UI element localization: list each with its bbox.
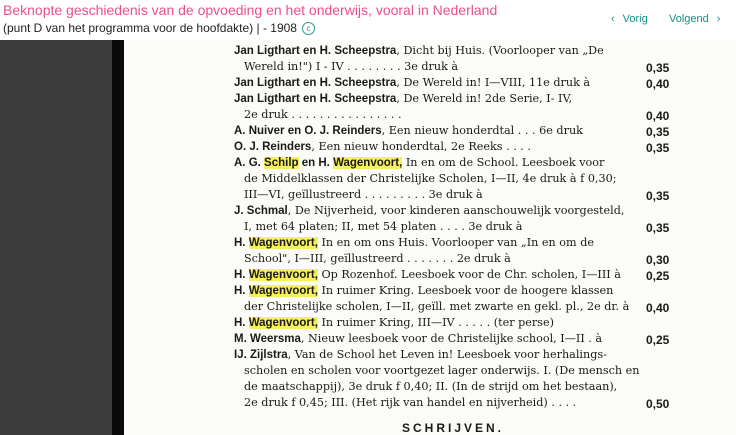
price-value: 0,35 <box>646 125 670 139</box>
scan-text-span: IJ. Zijlstra <box>234 349 288 361</box>
scan-text-line <box>244 172 617 185</box>
scan-text-span: H. Scheepstra <box>319 77 397 89</box>
search-highlight: Wagenvoort, <box>248 269 318 281</box>
search-highlight: Wagenvoort, <box>248 237 318 249</box>
scan-text-span: H. Scheepstra <box>319 93 397 105</box>
price-value: 0,40 <box>646 109 670 123</box>
scan-text-line <box>234 268 621 281</box>
price-value: 0,35 <box>646 221 670 235</box>
price-value: 0,50 <box>646 397 670 411</box>
scan-text-span: , De Wereld in! 2de Serie, I- IV, <box>396 92 573 105</box>
scan-text-span: A. G. <box>234 157 265 169</box>
search-highlight: Schilp <box>264 157 299 169</box>
scan-text-span: H. <box>234 237 249 249</box>
scan-text-span: Wereld in!") I - IV . . . . . . . . 3e druk à <box>244 60 459 73</box>
scan-text-span: , Nieuw leesboek voor de Christelijke school, I—II . à <box>300 332 603 345</box>
scan-text-span: Jan Ligthart <box>234 93 300 105</box>
scan-text-span: I, met 64 platen; II, met 54 platen . . . . 3e druk à <box>244 220 523 233</box>
price-value: 0,40 <box>646 77 670 91</box>
scan-text-span: In ruimer Kring, III—IV . . . . . (ter perse) <box>317 316 554 329</box>
scan-text-line <box>234 236 594 249</box>
scan-text-line <box>234 316 554 329</box>
scan-text-span: en H. <box>298 157 334 169</box>
scan-text-span: en <box>299 45 320 57</box>
price-value: 0,25 <box>646 333 670 347</box>
price-value: 0,30 <box>646 253 670 267</box>
scan-text-line <box>234 204 624 217</box>
scan-text-line <box>244 60 458 73</box>
scan-text-span: , Een nieuw honderdtal, 2e Reeks . . . . <box>311 140 531 153</box>
scan-text-span: , Een nieuw honderdtal . . . 6e druk <box>381 124 583 137</box>
scan-text-span: O. J. Reinders <box>234 141 312 153</box>
book-subtitle: (punt D van het programma voor de hoofdakte) | <box>3 21 260 35</box>
scanned-page <box>124 40 736 435</box>
scan-text-span: de Middelklassen der Christelijke Scholen, I—II, 4e druk à f 0,30; <box>244 172 617 185</box>
scan-text-line <box>234 76 590 89</box>
scan-text-line <box>244 188 483 201</box>
scan-text-line <box>234 92 572 105</box>
scan-text-span: Jan Ligthart <box>234 45 300 57</box>
scan-text-span: H. Scheepstra <box>319 45 397 57</box>
scan-text-span: III—VI, geïllustreerd . . . . . . . . . 3e druk à <box>244 188 483 201</box>
price-value: 0,25 <box>646 269 670 283</box>
search-highlight: Wagenvoort, <box>333 157 403 169</box>
scan-text-span: H. <box>234 285 249 297</box>
scan-text-span: School", I—III, geïllustreerd . . . . . . . 2e druk à <box>244 252 511 265</box>
scan-text-span: en <box>299 77 320 89</box>
page-footer-heading: SCHRIJVEN. <box>402 421 505 435</box>
scan-text-span: , Van de School het Leven in! Leesboek voor herhalings- <box>287 348 607 361</box>
chevron-left-icon: ‹ <box>611 13 615 25</box>
scan-text-line <box>234 44 604 57</box>
scan-viewer[interactable] <box>0 40 736 435</box>
scan-text-span: In en om ons Huis. Voorlooper van „In en om de <box>317 236 594 249</box>
scan-text-line <box>234 156 604 169</box>
scan-text-span: In en om de School. Leesboek voor <box>402 156 605 169</box>
scan-text-span: , De Wereld in! I—VIII, 11e druk à <box>396 76 591 89</box>
price-value: 0,40 <box>646 301 670 315</box>
next-button[interactable] <box>669 13 720 25</box>
scan-text-span: en <box>284 125 305 137</box>
scan-text-span: O. J. Reinders <box>304 125 382 137</box>
scan-text-span: H. <box>234 317 249 329</box>
scan-text-span: scholen en scholen voor voortgezet lager onderwijs. I. (De mensch en <box>244 364 640 377</box>
scan-text-line <box>244 364 639 377</box>
scan-text-span: A. Nuiver <box>234 125 285 137</box>
scan-text-line <box>244 396 576 409</box>
scan-text-line <box>234 348 607 361</box>
book-title: Beknopte geschiedenis van de opvoeding en het onderwijs, vooral in Nederland <box>3 2 498 18</box>
scan-background <box>0 40 116 435</box>
scan-text-span: M. Weersma <box>234 333 301 345</box>
scan-text-line <box>244 380 617 393</box>
price-value: 0,35 <box>646 189 670 203</box>
scan-text-span: J. Schmal <box>234 205 288 217</box>
scan-text-span: , De Nijverheid, voor kinderen aanschouwelijk voorgesteld, <box>287 204 625 217</box>
scan-text-span: de maatschappij), 3e druk f 0,40; II. (In de strijd om het bestaan), <box>244 380 618 393</box>
scan-text-span: 2e druk f 0,45; III. (Het rijk van handel en nijverheid) . . . . <box>244 396 577 409</box>
scan-text-line <box>234 140 531 153</box>
scan-text-span: , Dicht bij Huis. (Voorlooper van „De <box>396 44 604 57</box>
search-highlight: Wagenvoort, <box>248 317 318 329</box>
next-label: Volgend <box>669 13 709 25</box>
previous-label: Vorig <box>622 13 648 25</box>
scan-text-line <box>244 252 511 265</box>
scan-text-line <box>234 124 583 137</box>
scan-text-span: 2e druk . . . . . . . . . . . . . . . . <box>244 108 402 121</box>
viewer-header <box>0 0 736 40</box>
search-highlight: Wagenvoort, <box>248 285 318 297</box>
book-subtitle-row <box>3 21 315 35</box>
scan-text-span: H. <box>234 269 249 281</box>
scan-text-span: Op Rozenhof. Leesboek voor de Chr. scholen, I—III à <box>317 268 621 281</box>
copyright-icon[interactable]: c <box>302 22 315 35</box>
scan-text-span: In ruimer Kring. Leesboek voor de hoogere klassen <box>317 284 614 297</box>
price-value: 0,35 <box>646 141 670 155</box>
scan-text-span: der Christelijke scholen, I—II, geïll. met zwarte en gekl. pl., 2e dr. à <box>244 300 630 313</box>
scan-text-line <box>244 300 629 313</box>
previous-button[interactable] <box>611 13 648 25</box>
scan-text-line <box>244 220 522 233</box>
scan-text-span: en <box>299 93 320 105</box>
price-value: 0,35 <box>646 61 670 75</box>
scan-text-span: Jan Ligthart <box>234 77 300 89</box>
chevron-right-icon: › <box>716 13 721 25</box>
scan-text-line <box>234 332 602 345</box>
scan-text-line <box>244 108 402 121</box>
scan-text-line <box>234 284 613 297</box>
book-year: - 1908 <box>262 21 297 35</box>
